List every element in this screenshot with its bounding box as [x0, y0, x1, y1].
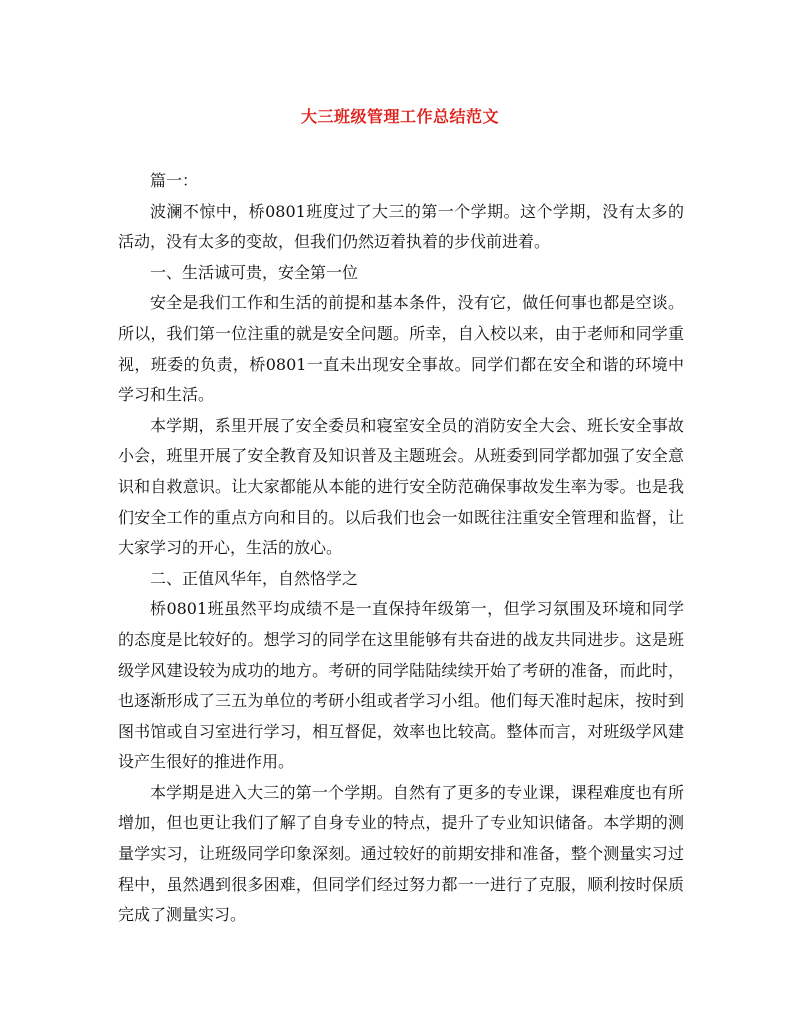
paragraph-safety-1: 安全是我们工作和生活的前提和基本条件，没有它，做任何事也都是空谈。所以，我们第一位注重的就是安全问题。所幸，自入校以来，由于老师和同学重视，班委的负责，桥0801一直未出现安全事故。同学们都在安全和谐的环境中学习和生活。	[118, 293, 684, 405]
paragraph-intro: 波澜不惊中，桥0801班度过了大三的第一个学期。这个学期，没有太多的活动，没有太多的变故，但我们仍然迈着执着的步伐前进着。	[118, 201, 684, 252]
paragraph-section-label: 篇一：	[150, 171, 199, 190]
heading-study: 二、正值风华年，自然恪学之	[150, 568, 359, 588]
heading-safety: 一、生活诚可贵，安全第一位	[150, 262, 359, 282]
paragraph-study-2: 本学期是进入大三的第一个学期。自然有了更多的专业课，课程难度也有所增加，但也更让我们了解了自身专业的特点，提升了专业知识储备。本学期的测量学实习，让班级同学印象深刻。通过较好的前期安排和准备，整个测量实习过程中，虽然遇到很多困难，但同学们经过努力都一一进行了克服，顺利按时保质完成了测量实习。	[118, 782, 684, 925]
document-title: 大三班级管理工作总结范文	[300, 107, 499, 126]
paragraph-safety-2: 本学期，系里开展了安全委员和寝室安全员的消防安全大会、班长安全事故小会，班里开展了安全教育及知识普及主题班会。从班委到同学都加强了安全意识和自救意识。让大家都能从本能的进行安全防范确保事故发生率为零。也是我们安全工作的重点方向和目的。以后我们也会一如既往注重安全管理和监督，让大家学习的开心，生活的放心。	[118, 415, 684, 558]
document-body	[118, 166, 684, 931]
paragraph-study-1: 桥0801班虽然平均成绩不是一直保持年级第一，但学习氛围及环境和同学的态度是比较好的。想学习的同学在这里能够有共奋进的战友共同进步。这是班级学风建设较为成功的地方。考研的同学陆陆续续开始了考研的准备，而此时，也逐渐形成了三五为单位的考研小组或者学习小组。他们每天准时起床，按时到图书馆或自习室进行学习，相互督促，效率也比较高。整体而言，对班级学风建设产生很好的推进作用。	[118, 599, 684, 772]
